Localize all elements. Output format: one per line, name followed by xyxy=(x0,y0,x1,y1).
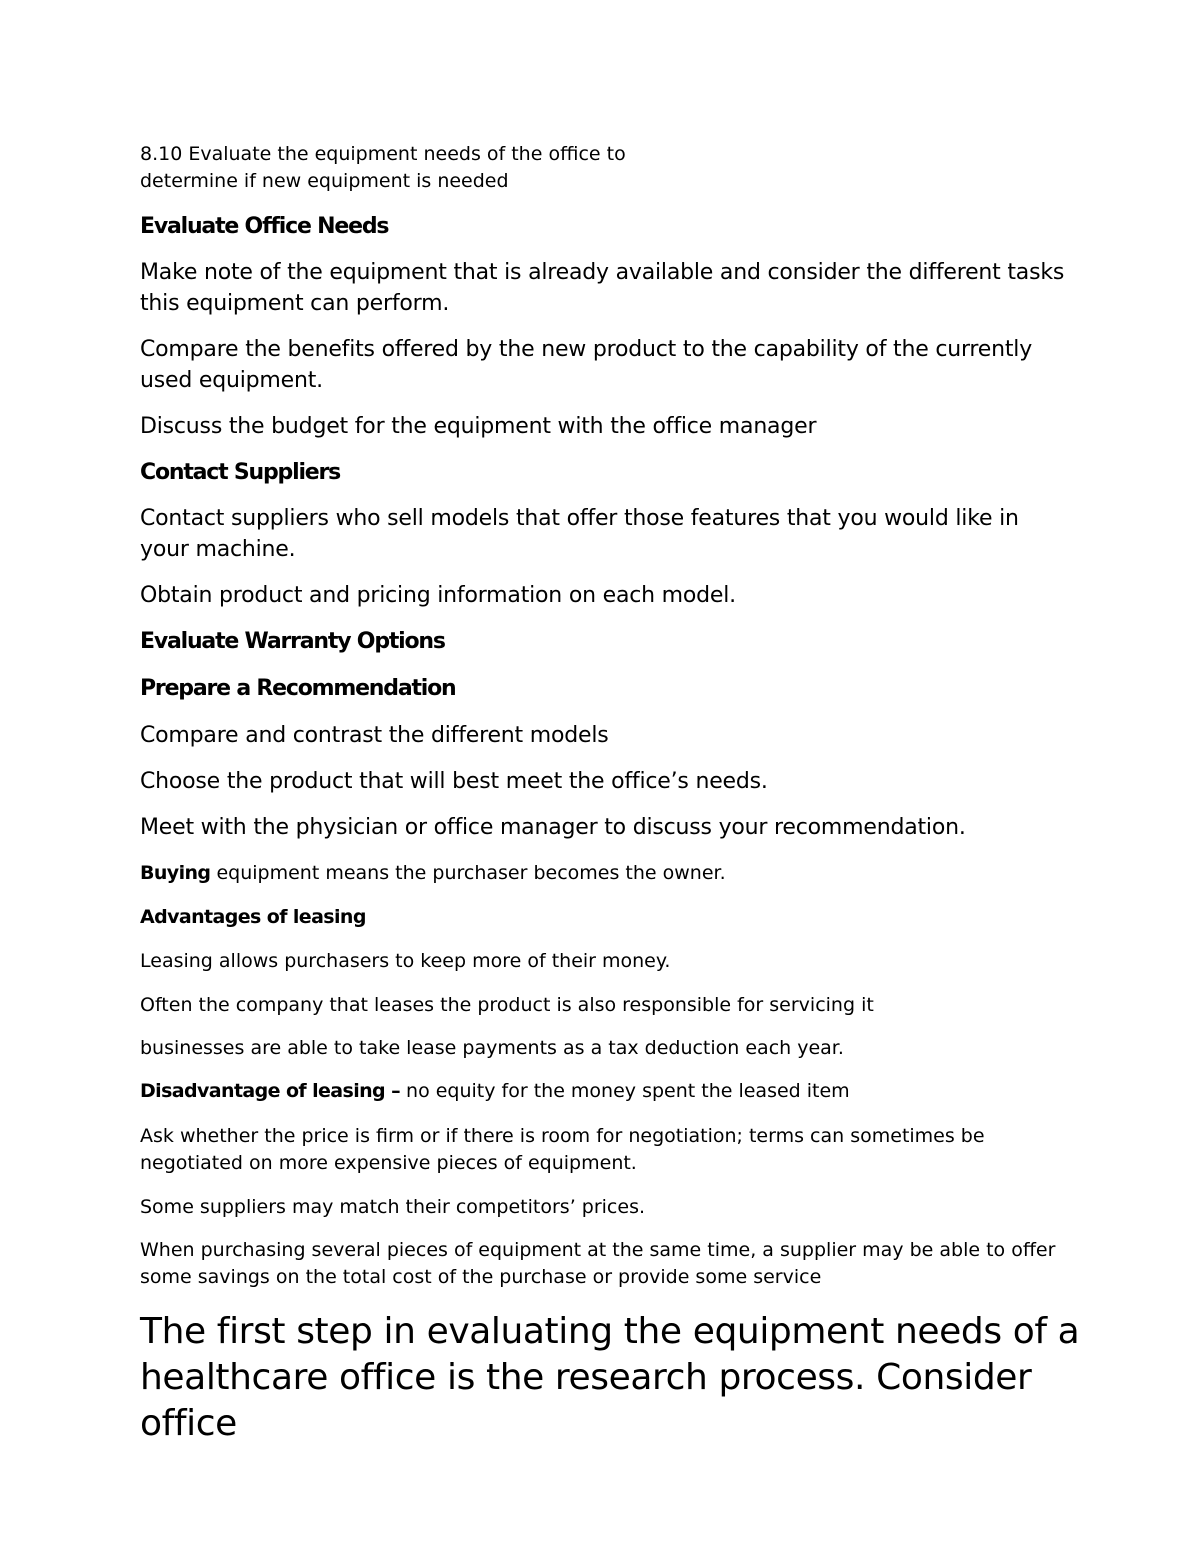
para-first-step: The first step in evaluating the equipment needs of a healthcare office is the research process. Consider office xyxy=(140,1311,1080,1444)
disadvantage-label: Disadvantage of leasing – xyxy=(140,1080,400,1102)
intro-line-1: 8.10 Evaluate the equipment needs of the office to xyxy=(140,143,626,165)
heading-evaluate-warranty: Evaluate Warranty Options xyxy=(140,629,445,654)
disadvantage-text: no equity for the money spent the leased item xyxy=(399,1080,850,1102)
buying-text: equipment means the purchaser becomes the owner. xyxy=(210,862,726,884)
para-disadvantage-leasing xyxy=(140,1078,1070,1105)
para-discuss-budget: Discuss the budget for the equipment with the office manager xyxy=(140,414,817,439)
para-obtain-info: Obtain product and pricing information on each model. xyxy=(140,583,736,608)
heading-prepare-recommendation: Prepare a Recommendation xyxy=(140,676,456,701)
para-match-prices: Some suppliers may match their competitors’ prices. xyxy=(140,1196,646,1218)
buying-label: Buying xyxy=(140,862,211,884)
heading-advantages-leasing: Advantages of leasing xyxy=(140,906,366,928)
para-leasing-service: Often the company that leases the product is also responsible for servicing it xyxy=(140,994,874,1016)
heading-contact-suppliers: Contact Suppliers xyxy=(140,460,341,485)
intro-text xyxy=(140,141,1070,195)
para-leasing-money: Leasing allows purchasers to keep more of their money. xyxy=(140,950,671,972)
para-negotiation: Ask whether the price is firm or if there is room for negotiation; terms can sometimes be negotiated on more expensive pieces of equipment. xyxy=(140,1125,985,1174)
intro-line-2: determine if new equipment is needed xyxy=(140,170,509,192)
heading-evaluate-office-needs: Evaluate Office Needs xyxy=(140,214,389,239)
para-choose-product: Choose the product that will best meet the office’s needs. xyxy=(140,769,768,794)
para-note-equipment: Make note of the equipment that is already available and consider the different tasks this equipment can perform. xyxy=(140,260,1065,316)
para-compare-models: Compare and contrast the different models xyxy=(140,723,609,748)
para-contact-suppliers: Contact suppliers who sell models that offer those features that you would like in your machine. xyxy=(140,506,1019,562)
para-compare-benefits: Compare the benefits offered by the new product to the capability of the currently used equipment. xyxy=(140,337,1033,393)
para-buying xyxy=(140,860,1070,887)
para-leasing-tax: businesses are able to take lease payments as a tax deduction each year. xyxy=(140,1037,844,1059)
para-several-pieces: When purchasing several pieces of equipment at the same time, a supplier may be able to offer some savings on the total cost of the purchase or provide some service xyxy=(140,1239,1056,1288)
para-meet-physician: Meet with the physician or office manager to discuss your recommendation. xyxy=(140,815,966,840)
